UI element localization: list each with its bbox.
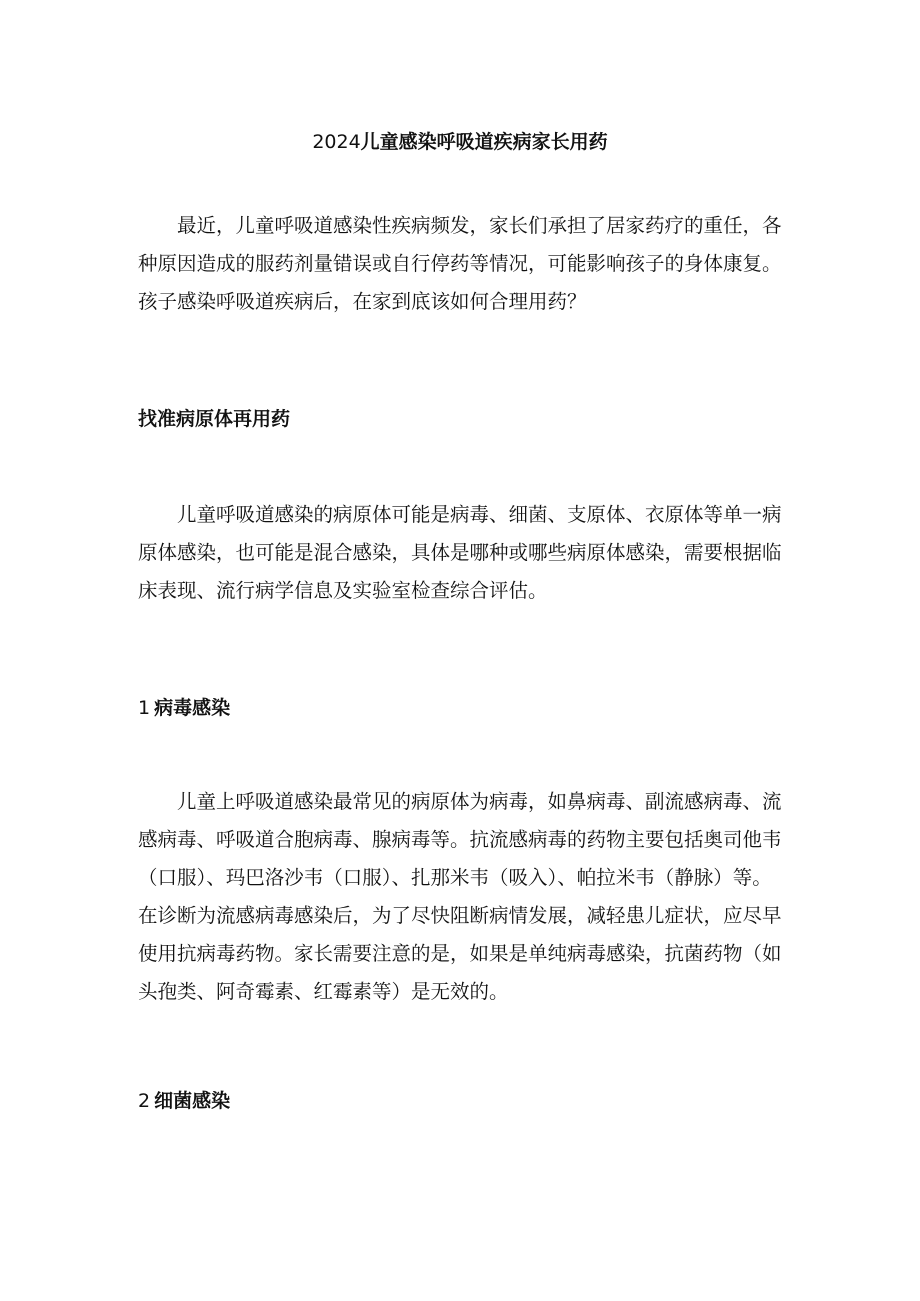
subheading-viral-number: 1 xyxy=(138,697,151,719)
section-heading xyxy=(138,405,788,433)
subheading-viral-title: 病毒感染 xyxy=(154,697,231,719)
document-title xyxy=(0,128,920,156)
subheading-viral xyxy=(138,694,788,722)
section-heading-text: 找准病原体再用药 xyxy=(138,408,291,430)
subheading-bacterial xyxy=(138,1087,788,1115)
viral-paragraph: 儿童上呼吸道感染最常见的病原体为病毒，如鼻病毒、副流感病毒、流感病毒、呼吸道合胞病毒、腺病毒等。抗流感病毒的药物主要包括奥司他韦（口服）、玛巴洛沙韦（口服）、扎那米韦（吸入）、帕拉米韦（静脉）等。在诊断为流感病毒感染后，为了尽快阻断病情发展，减轻患儿症状，应尽早使用抗病毒药物。家长需要注意的是，如果是单纯病毒感染，抗菌药物（如头孢类、阿奇霉素、红霉素等）是无效的。 xyxy=(138,790,782,1003)
subheading-bacterial-number: 2 xyxy=(138,1090,151,1112)
section-paragraph: 儿童呼吸道感染的病原体可能是病毒、细菌、支原体、衣原体等单一病原体感染，也可能是混合感染，具体是哪种或哪些病原体感染，需要根据临床表现、流行病学信息及实验室检查综合评估。 xyxy=(138,503,782,602)
title-year: 2024 xyxy=(312,131,361,153)
title-text: 儿童感染呼吸道疾病家长用药 xyxy=(360,131,608,153)
intro-paragraph: 最近，儿童呼吸道感染性疾病频发，家长们承担了居家药疗的重任，各种原因造成的服药剂量错误或自行停药等情况，可能影响孩子的身体康复。孩子感染呼吸道疾病后，在家到底该如何合理用药？ xyxy=(138,214,782,313)
subheading-bacterial-title: 细菌感染 xyxy=(154,1090,231,1112)
